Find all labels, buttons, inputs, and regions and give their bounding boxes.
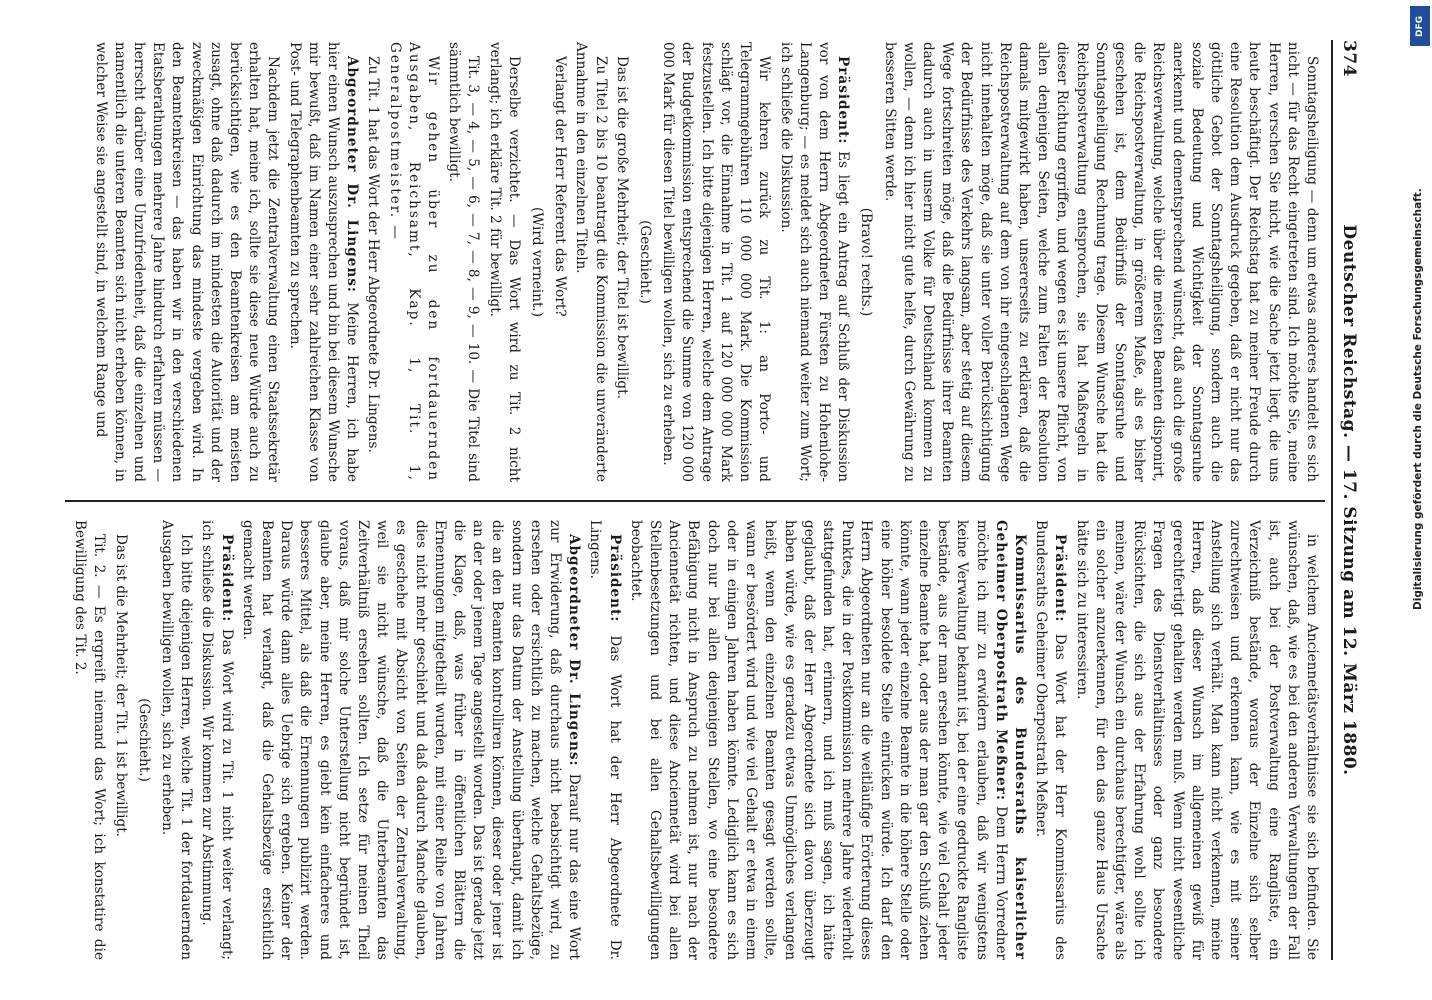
interjection: (Geschieht.) [637,220,654,304]
paragraph: Zu Titel 2 bis 10 beantragt die Kommission die unveränderte Annahme in den einzelnen Titeln. [573,42,609,482]
speech [775,42,852,482]
right-column [71,520,1321,960]
interjection: (Wird verneint.) [529,206,546,318]
paragraph: Zu Tit. 1 hat das Wort der Herr Abgeordnete Dr. Lingens. [365,56,382,453]
speaker-label: Abgeordneter Dr. Lingens: [344,56,361,293]
paragraph: Das ist die große Mehrheit; der Titel ist bewilligt. [613,56,630,399]
speaker-label: Präsident: [1052,534,1069,623]
speech-text: Das Wort hat der Herr Kommissarius des Bundesraths Geheimer Oberpostrath Meßner. [1033,520,1069,960]
page-header [1331,40,1363,960]
page-number: 374 [1339,40,1359,77]
paragraph: Nachdem jetzt die Zentralverwaltung einen Staatssekretär erhalten hat, meine ich, sollte sie diese neue Würde auch zu berücksichtigen, wie es den Beamtenkreisen am meisten zusagt, ohne daß dadurch im mindesten die Autorität und der zweckmäßigen Einrichtung das mindeste vergeben wird. In den Beamtenkreisen — das haben wir in den verschiedenen Etatsberathungen mehrere Jahre hindurch erfahren müssen — herrscht darüber eine Unzufriedenheit, daß die einzelnen und namentlich die unteren Beamten sich nicht erheben können, in welcher Weise sie angestellt sind, in welchem Range und [92,42,282,482]
paragraph: in welchem Anciennetätsverhältnisse sie sich befinden. Sie wünschen, daß, wie es bei den anderen Verwaltungen der Fall ist, auch bei der Postverwaltung eine Rangliste, ein Verzeichniß bestände, woraus der Einzelne sich selber zurechtweisen und erkennen kann, wie es mit seiner Anstellung sich verhält. Man kann nicht verkennen, meine Herren, daß dieser Wunsch im allgemeinen gewiß für gerechtfertigt gehalten werden muß. Wenn nicht wesentliche Fragen des Dienstverhältnisses oder ganz besondere Rücksichten, die sich aus der Erfahrung wohl sollte ich meinen, wäre der Wunsch ein durchaus berechtigter, wäre als ein solcher anzuerkennen, für den das ganze Haus Ursache hätte sich zu interessiren. [1073,520,1320,960]
speech [197,520,235,960]
running-head: Deutscher Reichstag. — 17. Sitzung am 12. März 1880. [1339,224,1359,776]
speaker-label: Präsident: [606,534,623,623]
speech [238,520,584,960]
paragraph: Ich bitte diejenigen Herren, welche Tit. 1 der fortdauernden Ausgaben bewilligen wollen, sich zu erheben. [159,520,195,960]
dfg-logo: DFG [1410,6,1430,46]
paragraph: Sonntagsheiligung — denn um etwas anderes handelt es sich nicht — für das Recht eingetreten sind. Ich möchte Sie, meine Herren, verschen Sie nicht, wie die Sache jetzt liegt, die uns heute beschäftigt. Der Reichstag hat zu meiner Freude durch eine Resolution dem Ausdruck gegeben, daß er nicht nur das göttliche Gebot der Sonntagsheiligung, sondern auch die soziale Bedeutung und Wichtigkeit der Sonntagsruhe anerkennt und dementsprechend wünscht, daß auch die große Reichsverwaltung, welche über die meisten Beamten disponirt, die Reichspostverwaltung, in größerem Maße, als es bisher geschehen ist, dem Bedürfniß der Sonntagsruhe und Sonntagsheiligung Rechnung trage. Diesem Wunsche hat die Reichspostverwaltung entsprochen, sie hat Maßregeln in dieser Richtung ergriffen, und wegen es ist unsere Pflicht, von allen denjenigen Seiten, welche zum Falten der Resolution damals mitgewirkt haben, unsererseits zu erklären, daß die Reichspostverwaltung auf dem von ihr eingeschlagenen Wege nicht innehalten möge, daß sie unter voller Berücksichtigung der Bedürfnisse des Verkehrs langsam, aber stetig auf diesem Wege fortschreiten möge, daß die Bedürfnisse ihrer Beamten dadurch auch in unserm Volke für Deutschland kommen zu wollen, — denn ich hier nicht gute helfe, durch Gewährung zu besseren Sitten werde. [881,42,1320,482]
speech-text: Meine Herren, ich habe hier einen Wunsch auszusprechen und bin bei diesem Wunsche mir bewußt, daß im Namen einer sehr zahlreichen Klasse von Post- und Telegraphenbeamten zu sprechen. [286,42,361,482]
paragraph: Derselbe verzichtet. — Das Wort wird zu Tit. 2 nicht verlangt; ich erkläre Tit. 2 für bewilligt. [486,42,522,482]
paragraph: Tit. 2. — Es ergreift niemand das Wort; ich konstatire die Bewilligung des Tit. 2. [72,520,108,960]
paragraph: Tit. 3, — 4, — 5, — 6, — 7, — 8, — 9, — 10. — Die Titel sind sämmtlich bewilligt. [446,42,482,482]
interjection: (Bravo! rechts.) [858,207,875,317]
paragraph: Wir gehen über zu den fortdauernden Ausgaben, Reichsamt, Kap. 1, Tit. 1, Generalpostmeister. — [386,42,442,482]
speaker-label: Präsident: [218,534,235,623]
speaker-label: Präsident: [835,56,852,145]
speech [284,42,361,482]
speaker-label: Abgeordneter Dr. Lingens: [566,534,583,767]
scanned-page [51,20,1381,980]
column-divider [65,500,1325,502]
speech-text: Das Wort hat der Herr Abgeordnete Dr. Lingens. [587,520,623,960]
speech-text: Es liegt ein Antrag auf Schluß der Diskussion vor von dem Herrn Abgeordneten Fürsten zu Hohenlohe-Langenburg; — es meldet sich auch niemand weiter zum Wort; ich schließe die Diskussion. [777,42,852,482]
paragraph: Das ist die Mehrheit; der Tit. 1 ist bewilligt. [112,534,129,837]
interjection: (Geschieht.) [135,698,152,782]
speech-text: Dem Herrn Vorredner möchte ich mir zu erwidern erlauben, daß wir wenigstens keine Verwaltung bekannt ist, bei der eine gedruckte Rangliste bestände, aus der man ersehen könnte, wie viel Gehalt jeder einzelne Beamte hat, oder aus der man gar den Schluß ziehen könnte, wann jeder einzelne Beamte in die höhere Stelle oder eine höher besoldete Stelle einrücken würde. Ich darf den Herrn Abgeordneten nur an die weitläufige Erörterung dieses Punktes, die in der Postkommission mehrere Jahre wiederholt stattgefunden hat, erinnern, und ich muß sagen, ich hätte geglaubt, daß der Herr Abgeordnete sich davon überzeugt haben würde, wie es geradezu etwas Unmögliches verlangen heißt, wenn den einzelnen Beamten gesagt werden sollte, wann er besördert wird und wie viel Gehalt er etwa in einem oder in einigen Jahren haben könnte. Lediglich kann es sich doch nur bei allen denjenigen Stellen, wo eine besondere Befähigung nicht in Anspruch zu nehmen ist, nur nach der Anciennetät richten, und diese Anciennetät wird bei allen Stellenbesetzungen und bei allen Gehaltsbewilligungen beobachtet. [627,520,1009,960]
digitization-credit: Digitalisierung gefördert durch die Deutsche Forschungsgemeinschaft. [1412,188,1424,610]
paragraph: Verlangt der Herr Referent das Wort? [552,56,569,317]
speech [585,520,623,960]
speech-text: Das Wort wird zu Tit. 1 nicht weiter verlangt; ich schließe die Diskussion. Wir kommen zur Abstimmung. [199,520,235,960]
speech [1031,520,1069,960]
paragraph: Wir kehren zurück zu Tit. 1: an Porto- und Telegrammgebühren 110 000 000 Mark. Die Kommission schlägt vor, die Einnahme in Tit. 1 auf 120 000 000 Mark festzustellen. Ich bitte diejenigen Herren, welche dem Antrage der Budgetkommission entsprechend die Summe von 120 000 000 Mark für diesen Titel bewilligen wollen, sich zu erheben. [660,42,773,482]
speech-text: Darauf nur das eine Wort zur Erwiderung, daß durchaus nicht beabsichtigt wird, zu ersehen oder ersichtlich zu machen, welche Gehaltsbezüge, sondern nur das Datum der Anstellung überhaupt, damit ich die an den Beamten kontrolliren können, dieser oder jener ist an der oder jenem Tage angestellt worden. Das ist gerade jetzt die Klage, daß, was früher in öffentlichen Blättern die Ernennungen mitgetheilt wurden, mit einer Reihe von Jahren dies nicht mehr geschieht und daß dadurch Manche glauben, es geschehe mit Absicht von Seiten der Zentralverwaltung, weil sie nicht wünsche, daß die Unterbeamten das Zeitverhältniß ersehen sollten. Ich setze für meinen Theil voraus, daß mir solche Unterstellung nicht begründet ist, glaube aber, meine Herren, es giebt kein einfacheres und besseres Mittel, als daß die Ernennungen publizirt werden. Daraus würde dann alles Uebrige sich ergeben. Keiner der Beamten hat verlangt, daß die Gehaltsbezüge ersichtlich gemacht werden. [239,520,583,960]
speech [626,520,1029,960]
left-column [71,42,1321,482]
speaker-label: Kommissarius des Bundesraths kaiserlicher Geheimer Oberpostrath Meßner: [992,520,1028,960]
